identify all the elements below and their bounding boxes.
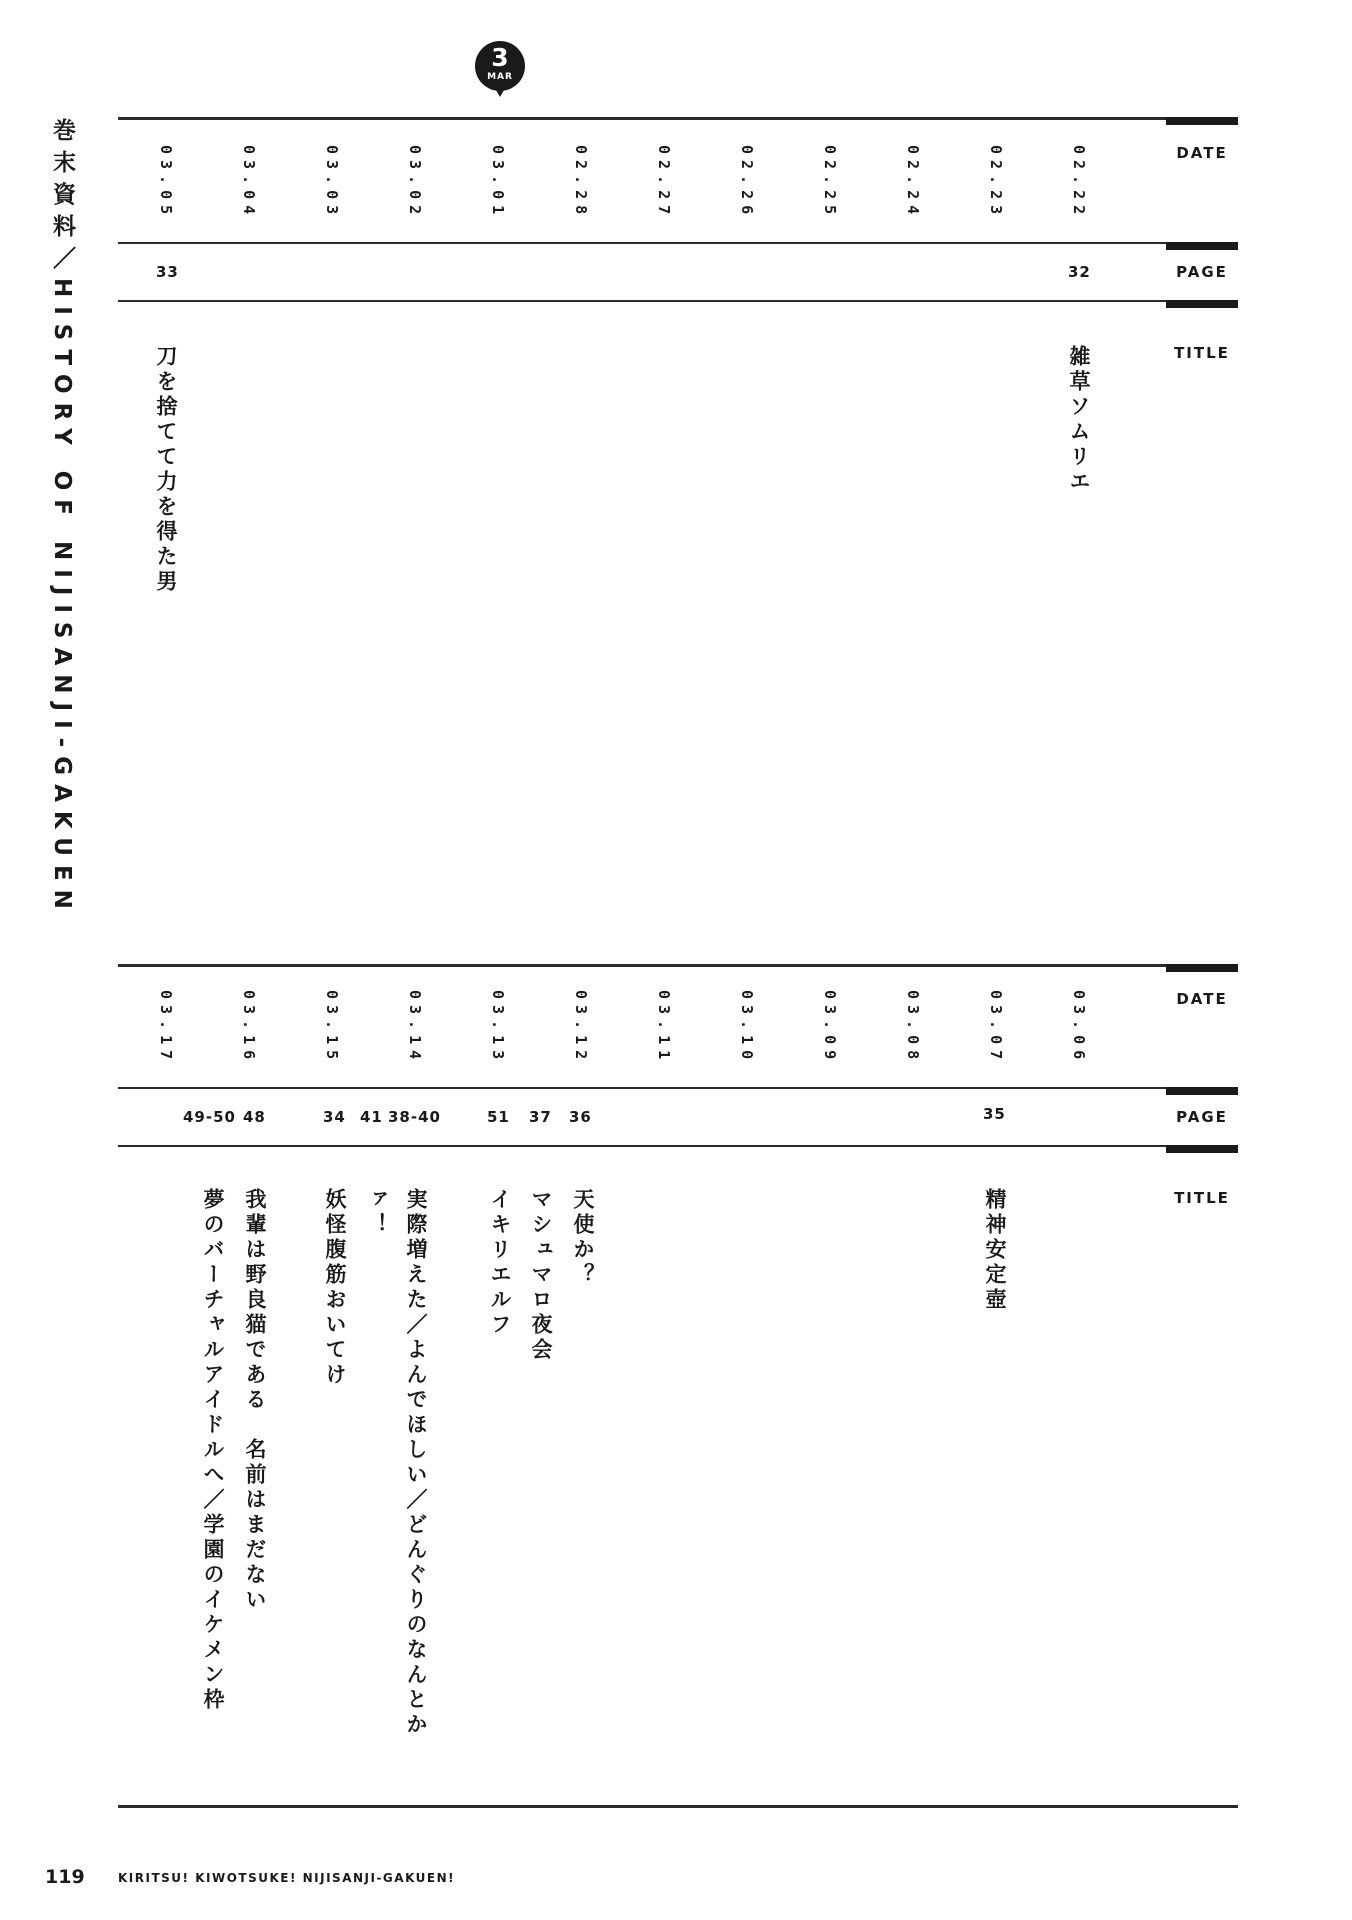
date-cell: 03.07 [987,990,1005,1066]
date-cell: 03.14 [406,990,424,1066]
side-title: 巻末資料／HISTORY OF NIJISANJI-GAKUEN [49,118,75,918]
title-cell: 精神安定壺 [983,1188,1007,1313]
date-cell: 03.15 [323,990,341,1066]
page-cell: 35 [983,1105,1006,1123]
section2-date-tab [1166,964,1238,972]
section1-date-label: DATE [1176,144,1228,162]
section1-title-tab [1166,300,1238,308]
date-cell: 02.25 [821,145,839,221]
title-cell: 刀を捨てて力を得た男 [154,345,178,595]
page-cell: 36 [569,1108,592,1126]
date-cell: 03.02 [406,145,424,221]
footer-rule [118,1805,1238,1808]
section1-date-tab [1166,117,1238,125]
date-cell: 03.16 [240,990,258,1066]
page-cell: 49-50 [183,1108,236,1126]
page-cell: 37 [529,1108,552,1126]
date-cell: 03.09 [821,990,839,1066]
date-cell: 03.10 [738,990,756,1066]
date-cell: 02.27 [655,145,673,221]
date-cell: 02.28 [572,145,590,221]
section1-page-tab [1166,242,1238,250]
date-cell: 03.13 [489,990,507,1066]
section2-page-tab [1166,1087,1238,1095]
date-cell: 02.22 [1070,145,1088,221]
page-cell: 51 [487,1108,510,1126]
section2-date-rule [118,1087,1238,1089]
date-cell: 02.26 [738,145,756,221]
section2-title-tab [1166,1145,1238,1153]
section1-date-rule [118,242,1238,244]
page-cell: 38-40 [388,1108,441,1126]
section1-page-label: PAGE [1176,263,1228,281]
section2-title-label: TITLE [1174,1189,1230,1207]
date-cell: 02.24 [904,145,922,221]
month-name: MAR [487,72,513,82]
title-cell: マシュマロ夜会 [529,1188,553,1363]
date-cell: 03.01 [489,145,507,221]
title-cell: 天使か？ [571,1188,595,1288]
title-cell: 我輩は野良猫である 名前はまだない [243,1188,267,1613]
section2-date-label: DATE [1176,990,1228,1008]
section1-page-rule [118,300,1238,302]
title-cell: イキリエルフ [488,1188,512,1338]
date-cell: 03.08 [904,990,922,1066]
section2-page-label: PAGE [1176,1108,1228,1126]
page-cell: 34 [323,1108,346,1126]
date-cell: 03.03 [323,145,341,221]
section1-top-rule [118,117,1238,120]
page-cell: 32 [1068,263,1091,281]
section1-title-label: TITLE [1174,344,1230,362]
page-number: 119 [45,1866,85,1888]
page-cell: 33 [156,263,179,281]
title-cell: 妖怪腹筋おいてけ [323,1188,347,1388]
book-title: KIRITSU! KIWOTSUKE! NIJISANJI-GAKUEN! [118,1871,456,1885]
title-cell: 実際増えた／よんでほしい／どんぐりのなんとか [404,1188,428,1738]
month-number: 3 [491,43,509,72]
date-cell: 03.06 [1070,990,1088,1066]
page-cell: 41 [360,1108,383,1126]
title-cell: 夢のバーチャルアイドルへ／学園のイケメン枠 [201,1188,225,1713]
date-cell: 02.23 [987,145,1005,221]
date-cell: 03.12 [572,990,590,1066]
section2-top-rule [118,964,1238,967]
date-cell: 03.04 [240,145,258,221]
date-cell: 03.17 [157,990,175,1066]
date-cell: 03.11 [655,990,673,1066]
title-cell: 雑草ソムリエ [1067,345,1091,495]
page-cell: 48 [243,1108,266,1126]
month-badge [475,41,525,91]
title-cell: ァ！ [364,1188,388,1238]
date-cell: 03.05 [157,145,175,221]
section2-page-rule [118,1145,1238,1147]
